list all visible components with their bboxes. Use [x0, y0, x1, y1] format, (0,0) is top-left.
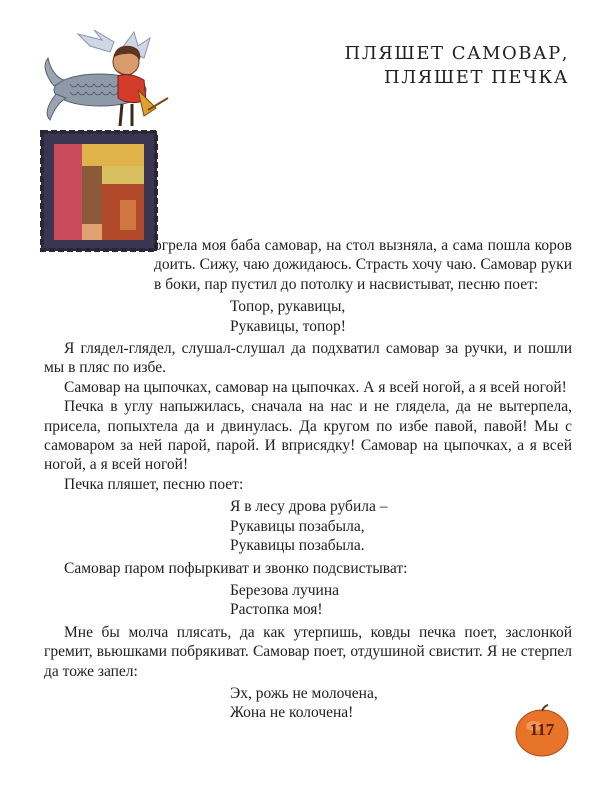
patchwork-drop-cap [42, 132, 156, 250]
verse-2 [230, 497, 572, 555]
paragraph-1: огрела моя баба самовар, на стол вызняла, а сама пошла коров доить. Сижу, чаю дожидаюсь. Страсть хочу чаю. Самовар руки в боки, пар пустил до потолку и насвистыват, песню поет: [154, 237, 572, 293]
verse-1 [230, 297, 572, 336]
paragraph-7: Мне бы молча плясать, да как утерпишь, ковды печка поет, заслонкой гремит, вьюшками побрякиват. Самовар поет, отдушиной свистит. Я не стерпел да тоже запел: [44, 623, 572, 680]
verse-3 [230, 581, 572, 620]
verse-line: Растопка моя! [230, 601, 323, 619]
harpy-stove-illustration [30, 28, 180, 253]
verse-line: Рукавицы позабыла. [230, 537, 365, 555]
chapter-title-line-2: ПЛЯШЕТ ПЕЧКА [384, 67, 569, 88]
verse-line: Эх, рожь не молочена, [230, 684, 378, 702]
verse-line: Топор, рукавицы, [230, 298, 346, 316]
paragraph-2: Я глядел-глядел, слушал-слушал да подхватил самовар за ручки, и пошли мы в пляс по избе. [44, 340, 572, 377]
paragraph-4: Печка в углу напыжилась, сначала на нас и не глядела, да не вытерпела, присела, попыхтела да и двинулась. Да кругом по избе павой, павой! Мы с самоваром за ней парой, парой. И вприсядку! Самовар на цыпочках, а я всей ногой, а я всей ногой! [44, 398, 572, 474]
chapter-title [345, 42, 569, 90]
paragraph-3: Самовар на цыпочках, самовар на цыпочках. А я всей ногой, а я всей ногой! [64, 378, 567, 396]
chapter-title-line-1: ПЛЯШЕТ САМОВАР, [344, 43, 569, 64]
verse-line: Рукавицы, топор! [230, 317, 346, 335]
page-number: 117 [529, 720, 555, 739]
paragraph-6: Самовар паром пофыркиват и звонко подсвистыват: [64, 559, 408, 577]
verse-line: Березова лучина [230, 581, 339, 599]
verse-line: Жона не колочена! [230, 704, 354, 722]
verse-line: Я в лесу дрова рубила – [230, 498, 388, 516]
paragraph-5: Печка пляшет, песню поет: [64, 475, 244, 493]
verse-line: Рукавицы позабыла, [230, 517, 365, 535]
story-body [44, 236, 572, 726]
